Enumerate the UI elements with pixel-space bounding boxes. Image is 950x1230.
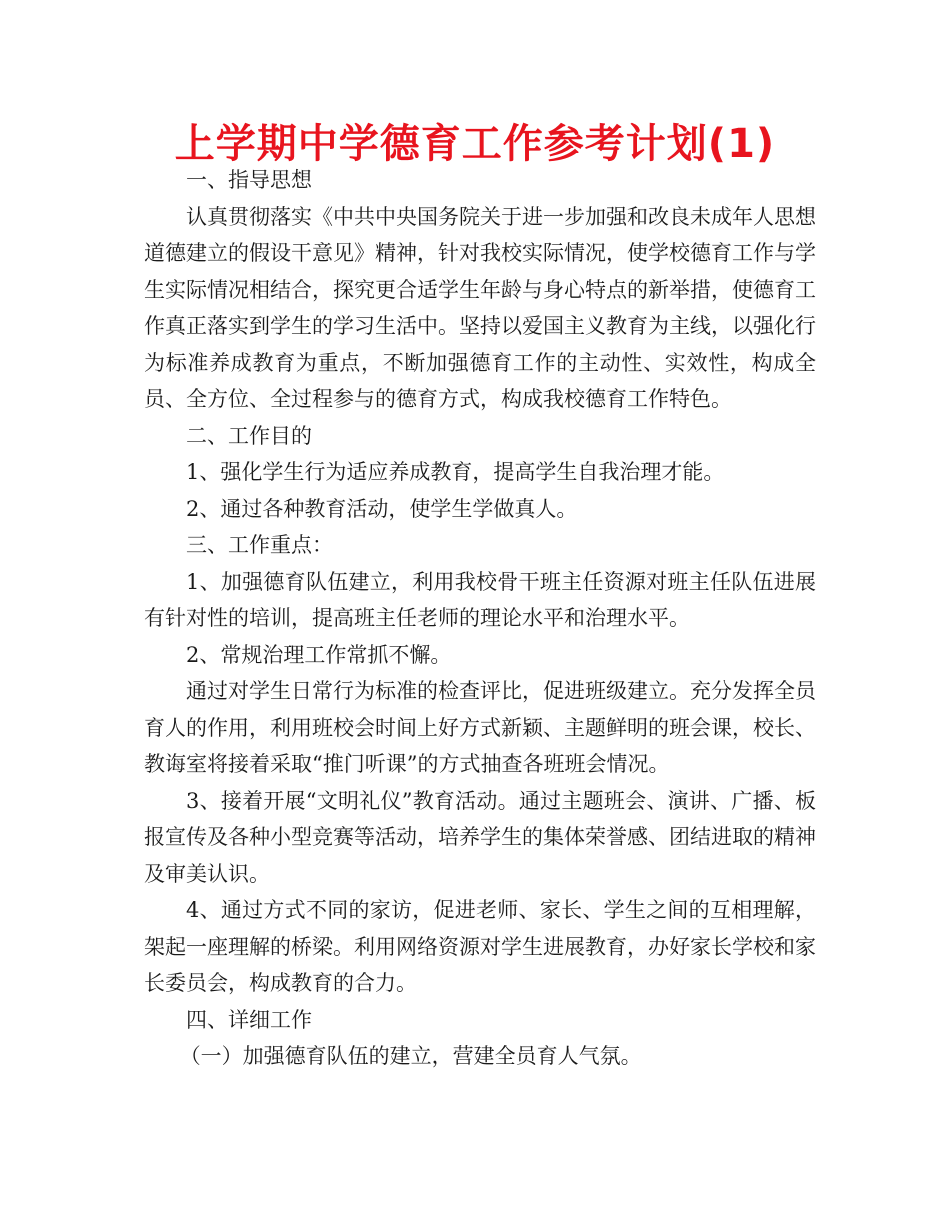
paragraph-goal-1: 1、强化学生行为适应养成教育，提高学生自我治理才能。 — [186, 460, 725, 484]
section-heading-specific-work: 四、详细工作 — [186, 1007, 312, 1032]
paragraph-focus-1: 1、加强德育队伍建立，利用我校骨干班主任资源对班主任队伍进展有针对性的培训，提高班主任老师的理论水平和治理水平。 — [144, 569, 816, 630]
paragraph-focus-2-detail: 通过对学生日常行为标准的检查评比，促进班级建立。充分发挥全员育人的作用，利用班校会时间上好方式新颖、主题鲜明的班会课，校长、教诲室将接着采取“推门听课”的方式抽查各班班会情况。 — [144, 679, 816, 776]
paragraph-focus-2: 2、常规治理工作常抓不懈。 — [186, 642, 452, 667]
paragraph-focus-3: 3、接着开展“文明礼仪”教育活动。通过主题班会、演讲、广播、板报宣传及各种小型竞赛等活动，培养学生的集体荣誉感、团结进取的精神及审美认识。 — [144, 788, 816, 886]
section-heading-work-focus: 三、工作重点： — [186, 533, 333, 557]
paragraph-goal-2: 2、通过各种教育活动，使学生学做真人。 — [186, 496, 578, 521]
section-heading-work-goals: 二、工作目的 — [186, 423, 312, 448]
document-title: 上学期中学德育工作参考计划(1) — [174, 121, 776, 167]
paragraph-focus-4: 4、通过方式不同的家访，促进老师、家长、学生之间的互相理解，架起一座理解的桥梁。利用网络资源对学生进展教育，办好家长学校和家长委员会，构成教育的合力。 — [144, 898, 816, 995]
subsection-heading-1: （一）加强德育队伍的建立，营建全员育人气氛。 — [179, 1044, 642, 1068]
section-heading-guiding-ideology: 一、指导思想 — [186, 168, 312, 192]
document-body — [144, 162, 816, 1075]
paragraph-guiding-ideology: 认真贯彻落实《中共中央国务院关于进一步加强和改良未成年人思想道德建立的假设干意见》精神，针对我校实际情况，使学校德育工作与学生实际情况相结合，探究更合适学生年龄与身心特点的新举措，使德育工作真正落实到学生的学习生活中。坚持以爱国主义教育为主线，以强化行为标准养成教育为重点，不断加强德育工作的主动性、实效性，构成全员、全方位、全过程参与的德育方式，构成我校德育工作特色。 — [144, 204, 816, 411]
